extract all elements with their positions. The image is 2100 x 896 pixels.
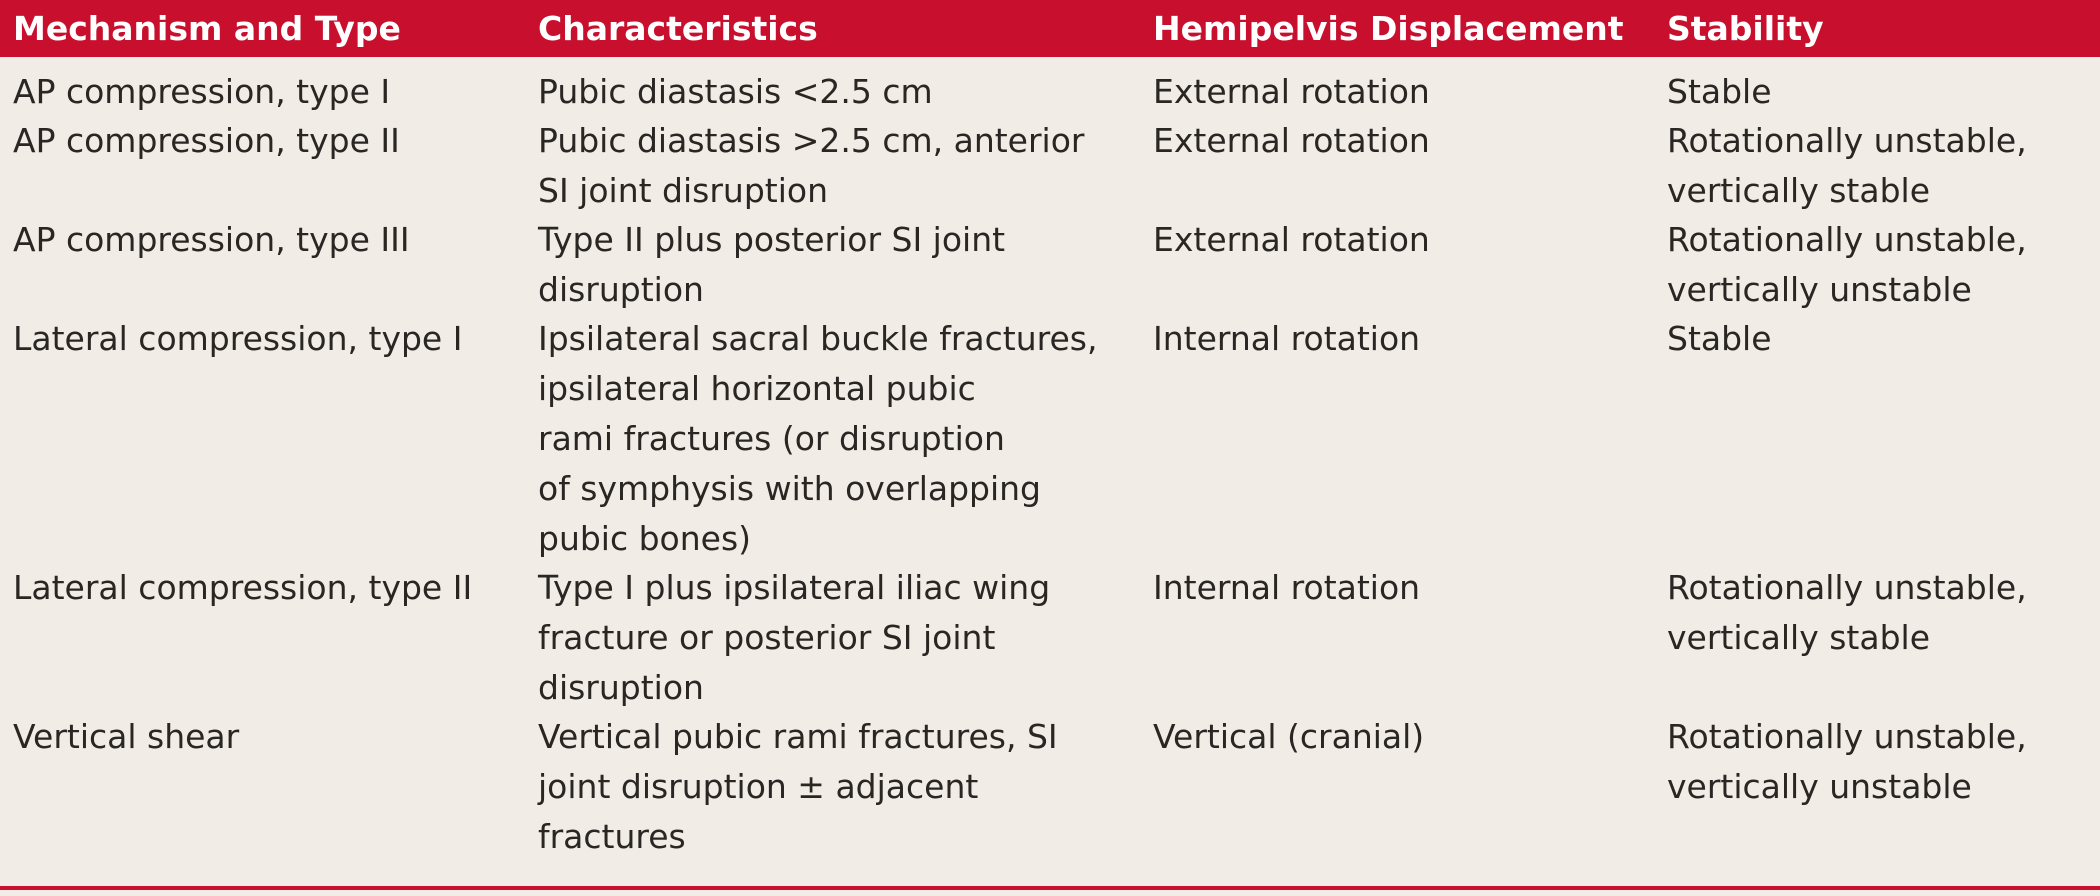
characteristics-line: of symphysis with overlapping [538,469,1042,508]
characteristics-line: fracture or posterior SI joint [538,618,996,657]
stability-line: Rotationally unstable, [1667,121,2027,160]
stability-line: vertically unstable [1667,767,1972,806]
characteristics-line: Pubic diastasis >2.5 cm, anterior [538,121,1085,160]
stability-cell [1667,116,2100,216]
stability-cell [1667,215,2100,315]
stability-line: vertically stable [1667,171,1931,210]
mechanism-cell: AP compression, type III [13,220,410,259]
characteristics-line: pubic bones) [538,519,752,558]
displacement-cell: Vertical (cranial) [1153,717,1425,756]
mechanism-cell: AP compression, type II [13,121,400,160]
characteristics-cell [538,215,1180,315]
characteristics-line: Pubic diastasis <2.5 cm [538,72,933,111]
characteristics-line: ipsilateral horizontal pubic [538,369,976,408]
mechanism-cell: AP compression, type I [13,72,391,111]
characteristics-cell [538,314,1180,564]
characteristics-line: Type I plus ipsilateral iliac wing [538,568,1051,607]
mechanism-cell: Lateral compression, type II [13,568,473,607]
header-mechanism: Mechanism and Type [13,9,401,48]
mechanism-cell: Lateral compression, type I [13,319,463,358]
characteristics-line: disruption [538,668,704,707]
mechanism-cell: Vertical shear [13,717,240,756]
characteristics-line: disruption [538,270,704,309]
stability-line: vertically unstable [1667,270,1972,309]
bottom-rule [0,886,2100,890]
displacement-cell: Internal rotation [1153,319,1421,358]
stability-line: Rotationally unstable, [1667,220,2027,259]
characteristics-cell [538,563,1180,713]
header-displacement: Hemipelvis Displacement [1153,9,1624,48]
stability-line: Stable [1667,319,1772,358]
characteristics-line: fractures [538,817,686,856]
table-header [0,0,2100,57]
displacement-cell: External rotation [1153,121,1430,160]
stability-cell [1667,563,2100,663]
stability-cell [1667,712,2100,812]
displacement-cell: Internal rotation [1153,568,1421,607]
stability-cell [1667,314,2100,364]
characteristics-line: Vertical pubic rami fractures, SI [538,717,1058,756]
characteristics-cell [538,712,1180,862]
displacement-cell: External rotation [1153,220,1430,259]
stability-line: Stable [1667,72,1772,111]
characteristics-line: Type II plus posterior SI joint [538,220,1006,259]
stability-line: Rotationally unstable, [1667,568,2027,607]
characteristics-cell [538,67,1180,117]
displacement-cell: External rotation [1153,72,1430,111]
stability-line: vertically stable [1667,618,1931,657]
characteristics-line: SI joint disruption [538,171,828,210]
characteristics-line: joint disruption ± adjacent [538,767,979,806]
characteristics-line: Ipsilateral sacral buckle fractures, [538,319,1098,358]
stability-cell [1667,67,2100,117]
characteristics-cell [538,116,1180,216]
header-characteristics: Characteristics [538,9,818,48]
header-stability: Stability [1667,9,1824,48]
characteristics-line: rami fractures (or disruption [538,419,1005,458]
stability-line: Rotationally unstable, [1667,717,2027,756]
